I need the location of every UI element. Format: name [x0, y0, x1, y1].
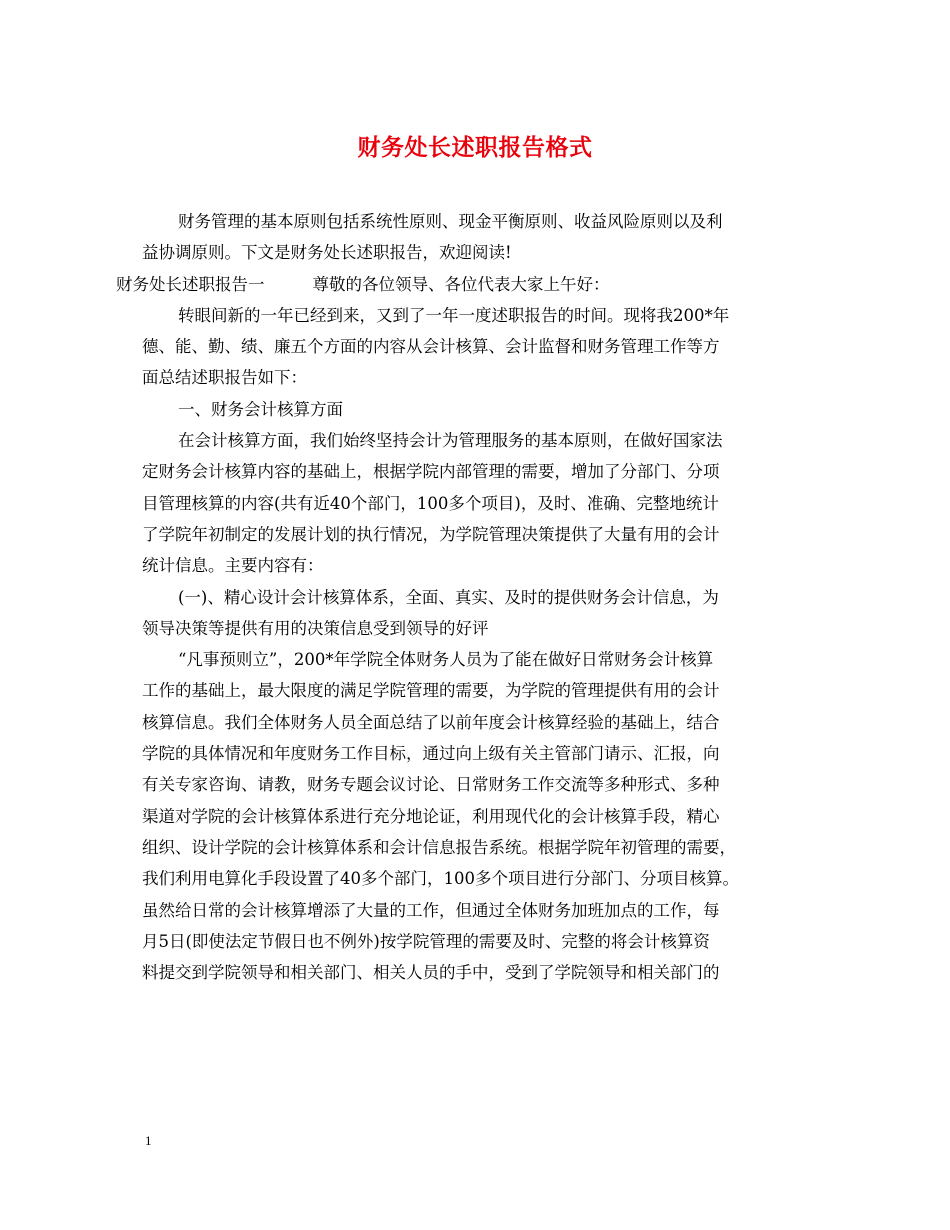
report-heading-line — [116, 269, 810, 300]
paragraph-line: 我们利用电算化手段设置了40多个部门，100多个项目进行分部门、分项目核算。 — [142, 869, 739, 889]
paragraph-line: 月5日(即使法定节假日也不例外)按学院管理的需要及时、完整的将会计核算资 — [142, 931, 710, 951]
paragraph-line: 统计信息。主要内容有： — [142, 556, 324, 576]
document-body — [116, 206, 810, 988]
paragraph-line: 在会计核算方面，我们始终坚持会计为管理服务的基本原则，在做好国家法 — [178, 431, 723, 451]
paragraph-line: 转眼间新的一年已经到来，又到了一年一度述职报告的时间。现将我200*年 — [178, 305, 730, 325]
paragraph-line: 学院的具体情况和年度财务工作目标，通过向上级有关主管部门请示、汇报，向 — [142, 744, 720, 764]
paragraph-line: 财务管理的基本原则包括系统性原则、现金平衡原则、收益风险原则以及利 — [178, 212, 723, 231]
paragraph-line: 了学院年初制定的发展计划的执行情况，为学院管理决策提供了大量有用的会计 — [142, 524, 720, 544]
section-heading: 一、财务会计核算方面 — [178, 399, 343, 419]
subsection-heading-continued: 领导决策等提供有用的决策信息受到领导的好评 — [142, 618, 489, 638]
paragraph-line: 德、能、勤、绩、廉五个方面的内容从会计核算、会计监督和财务管理工作等方 — [142, 337, 720, 357]
paragraph-line: 面总结述职报告如下： — [142, 368, 307, 388]
paragraph-line: 虽然给日常的会计核算增添了大量的工作，但通过全体财务加班加点的工作，每 — [142, 900, 720, 920]
paragraph-line: 核算信息。我们全体财务人员全面总结了以前年度会计核算经验的基础上，结合 — [142, 712, 720, 732]
greeting: 尊敬的各位领导、各位代表大家上午好： — [312, 274, 610, 294]
subsection-heading: (一)、精心设计会计核算体系，全面、真实、及时的提供财务会计信息，为 — [178, 587, 719, 607]
paragraph-line: 定财务会计核算内容的基础上，根据学院内部管理的需要，增加了分部门、分项 — [142, 462, 720, 482]
paragraph-line: 料提交到学院领导和相关部门、相关人员的手中，受到了学院领导和相关部门的 — [142, 963, 720, 983]
document-title: 财务处长述职报告格式 — [357, 135, 593, 161]
paragraph-line: “凡事预则立”，200*年学院全体财务人员为了能在做好日常财务会计核算 — [178, 650, 714, 670]
paragraph-line: 工作的基础上，最大限度的满足学院管理的需要，为学院的管理提供有用的会计 — [142, 681, 720, 701]
paragraph-line: 目管理核算的内容(共有近40个部门，100多个项目)，及时、准确、完整地统计 — [142, 493, 719, 513]
paragraph-line: 有关专家咨询、请教，财务专题会议讨论、日常财务工作交流等多种形式、多种 — [142, 775, 720, 795]
page-number: 1 — [145, 1133, 152, 1148]
report-heading: 财务处长述职报告一 — [116, 274, 265, 294]
paragraph-line: 组织、设计学院的会计核算体系和会计信息报告系统。根据学院年初管理的需要， — [142, 837, 736, 857]
paragraph-line: 益协调原则。下文是财务处长述职报告，欢迎阅读! — [142, 243, 512, 263]
paragraph-line: 渠道对学院的会计核算体系进行充分地论证，利用现代化的会计核算手段，精心 — [142, 806, 720, 826]
